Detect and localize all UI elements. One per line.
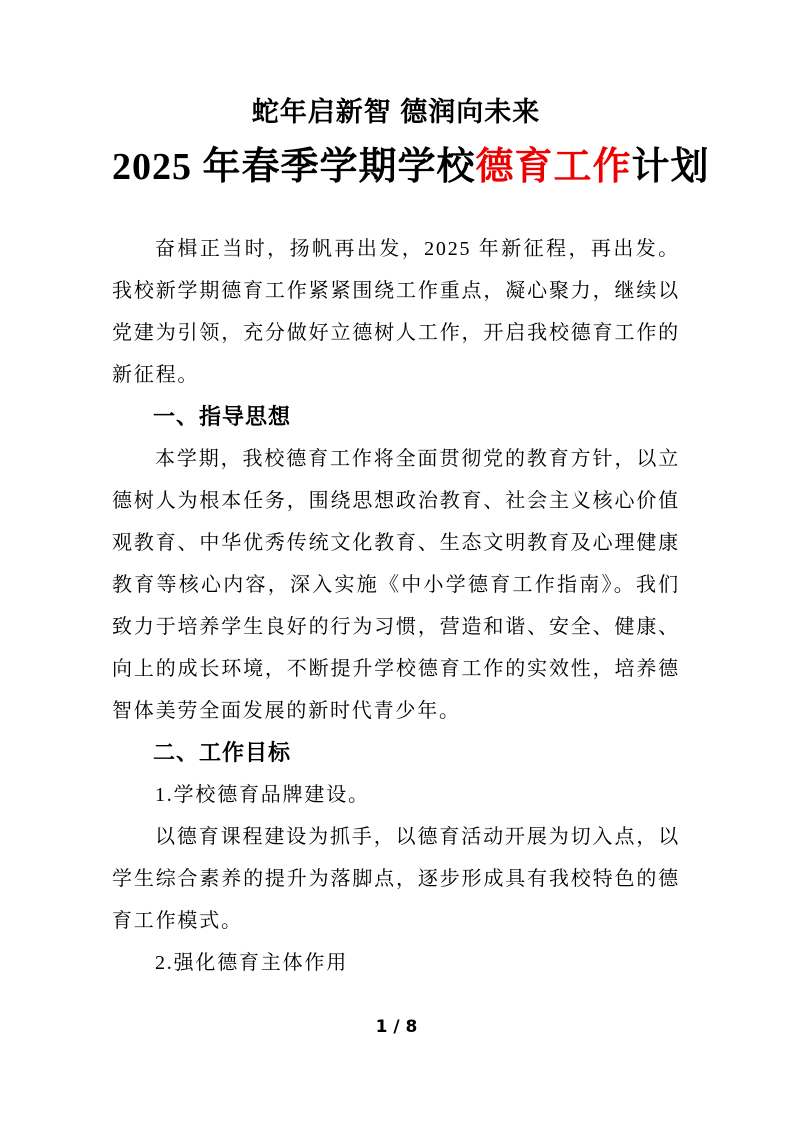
subsection-heading-brand-building: 1.学校德育品牌建设。 <box>155 784 370 806</box>
document-title-suffix: 计划 <box>631 146 710 188</box>
subsection-heading-main-body-role: 2.强化德育主体作用 <box>155 952 348 974</box>
section-heading-work-goals: 二、工作目标 <box>153 740 292 765</box>
document-title-prefix: 2025 年春季学期学校 <box>112 146 476 188</box>
document-subtitle: 蛇年启新智 德润向未来 <box>251 97 541 127</box>
document-title-highlight: 德育工作 <box>475 146 632 188</box>
section-heading-guiding-ideology: 一、指导思想 <box>153 404 292 429</box>
page-number: 1 / 8 <box>375 1017 418 1037</box>
section-paragraph: 本学期，我校德育工作将全面贯彻党的教育方针，以立德树人为根本任务，围绕思想政治教育、社会主义核心价值观教育、中华优秀传统文化教育、生态文明教育及心理健康教育等核心内容，深入实施《中小学德育工作指南》。我们致力于培养学生良好的行为习惯，营造和谐、安全、健康、向上的成长环境，不断提升学校德育工作的实效性，培养德智体美劳全面发展的新时代青少年。 <box>112 448 680 722</box>
document-content <box>112 94 710 984</box>
subsection-paragraph: 以德育课程建设为抓手，以德育活动开展为切入点，以学生综合素养的提升为落脚点，逐步形成具有我校特色的德育工作模式。 <box>112 826 680 932</box>
document-title <box>112 140 710 194</box>
intro-paragraph: 奋楫正当时，扬帆再出发，2025 年新征程，再出发。我校新学期德育工作紧紧围绕工作重点，凝心聚力，继续以党建为引领，充分做好立德树人工作，开启我校德育工作的新征程。 <box>112 238 680 386</box>
